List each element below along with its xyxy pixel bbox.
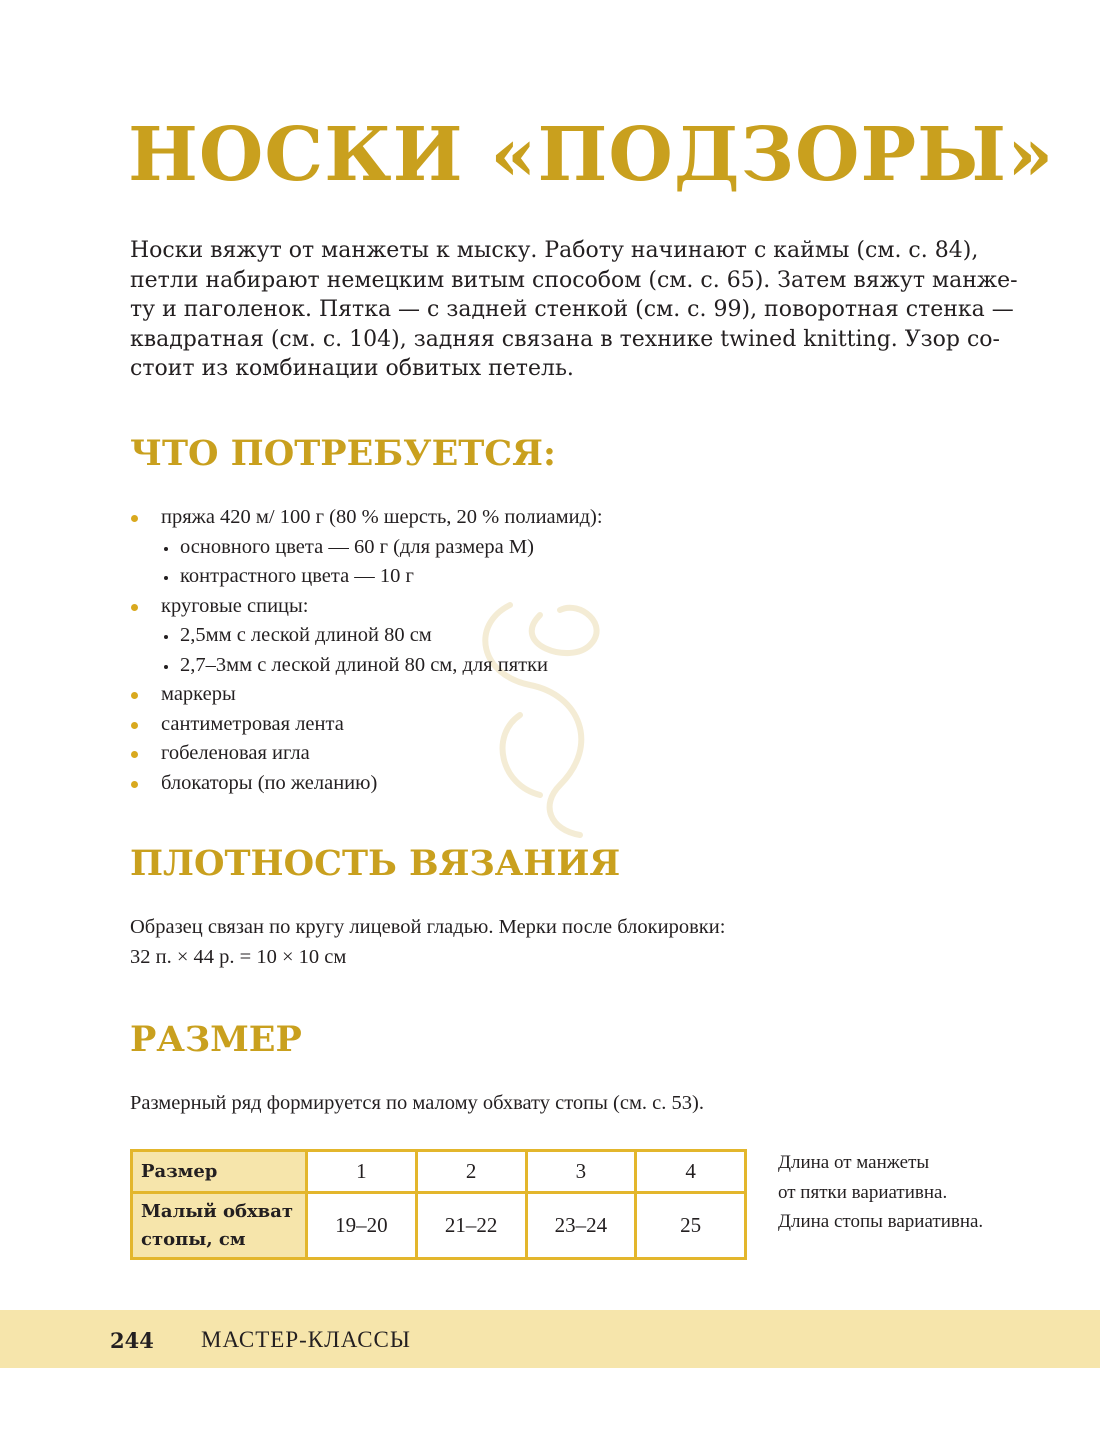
size-description: Размерный ряд формируется по малому обхвату стопы (см. с. 53).: [130, 1092, 704, 1114]
materials-heading: ЧТО ПОТРЕБУЕТСЯ:: [130, 433, 556, 474]
intro-paragraph: [130, 236, 1020, 384]
table-cell: 2: [416, 1151, 526, 1193]
bullet-icon: [164, 635, 168, 639]
intro-line: петли набирают немецким витым способом (см. с. 65). Затем вяжут манже-: [130, 267, 1018, 293]
list-item: [130, 503, 730, 592]
intro-line: Носки вяжут от манжеты к мыску. Работу начинают с каймы (см. с. 84),: [130, 238, 979, 263]
sub-list-item: [130, 651, 730, 681]
bullet-icon: [131, 751, 138, 758]
list-item-text: сантиметровая лента: [161, 712, 344, 735]
list-item-text: пряжа 420 м/ 100 г (80 % шерсть, 20 % полиамид):: [161, 506, 603, 528]
table-cell: 19–20: [307, 1193, 417, 1259]
list-item: [130, 592, 730, 681]
list-item-text: блокаторы (по желанию): [161, 771, 378, 794]
bullet-icon: [131, 515, 138, 522]
sub-list-item: [130, 621, 730, 651]
bullet-icon: [131, 604, 138, 611]
table-note: [778, 1148, 1058, 1237]
bullet-icon: [131, 781, 138, 788]
list-item: [130, 739, 730, 769]
bullet-icon: [131, 692, 138, 699]
bullet-icon: [164, 665, 168, 669]
sub-list: [161, 621, 730, 680]
table-cell: 4: [636, 1151, 746, 1193]
size-table: [130, 1149, 747, 1260]
table-row-label-line: Малый обхват: [141, 1200, 294, 1222]
intro-line: стоит из комбинации обвитых петель.: [130, 356, 574, 381]
table-row: [132, 1193, 746, 1259]
footer-band: [0, 1310, 1100, 1368]
list-item: [130, 710, 730, 740]
table-cell: 25: [636, 1193, 746, 1259]
sub-list-item-text: 2,5мм с леской длиной 80 см: [180, 624, 432, 646]
sub-list-item-text: основного цвета — 60 г (для размера М): [180, 535, 534, 558]
list-item-text: круговые спицы:: [161, 594, 309, 617]
table-note-line: Длина от манжеты: [778, 1152, 930, 1173]
size-heading: РАЗМЕР: [130, 1019, 302, 1060]
gauge-text: [130, 913, 725, 972]
list-item: [130, 769, 730, 799]
list-item-text: гобеленовая игла: [161, 742, 310, 764]
gauge-heading: ПЛОТНОСТЬ ВЯЗАНИЯ: [130, 843, 621, 884]
page-title: НОСКИ «ПОДЗОРЫ»: [128, 112, 1055, 198]
intro-line: ту и паголенок. Пятка — с задней стенкой (см. с. 99), поворотная стенка —: [130, 297, 1014, 322]
bullet-icon: [164, 547, 168, 551]
list-item-text: маркеры: [161, 683, 236, 705]
sub-list: [161, 533, 730, 592]
sub-list-item: [130, 533, 730, 563]
gauge-line: 32 п. × 44 р. = 10 × 10 см: [130, 945, 347, 968]
gauge-line: Образец связан по кругу лицевой гладью. Мерки после блокировки:: [130, 916, 726, 938]
sub-list-item-text: 2,7–3мм с леской длиной 80 см, для пятки: [180, 653, 549, 676]
table-cell: 21–22: [416, 1193, 526, 1259]
table-note-line: от пятки вариативна.: [778, 1181, 948, 1203]
table-cell: 1: [307, 1151, 417, 1193]
table-row-label-line: стопы, см: [141, 1228, 246, 1250]
intro-line: квадратная (см. с. 104), задняя связана в технике twined knitting. Узор со-: [130, 326, 1000, 352]
table-row: [132, 1151, 746, 1193]
sub-list-item-text: контрастного цвета — 10 г: [180, 565, 414, 587]
table-cell: 3: [526, 1151, 636, 1193]
bullet-icon: [164, 576, 168, 580]
footer-section-name: МАСТЕР-КЛАССЫ: [201, 1327, 411, 1352]
list-item: [130, 680, 730, 710]
bullet-icon: [131, 722, 138, 729]
materials-list: [130, 503, 730, 798]
sub-list-item: [130, 562, 730, 592]
table-cell: 23–24: [526, 1193, 636, 1259]
page-number: 244: [110, 1328, 154, 1353]
table-row-label: Размер: [132, 1151, 307, 1193]
table-row-label: [132, 1193, 307, 1259]
table-note-line: Длина стопы вариативна.: [778, 1211, 984, 1232]
